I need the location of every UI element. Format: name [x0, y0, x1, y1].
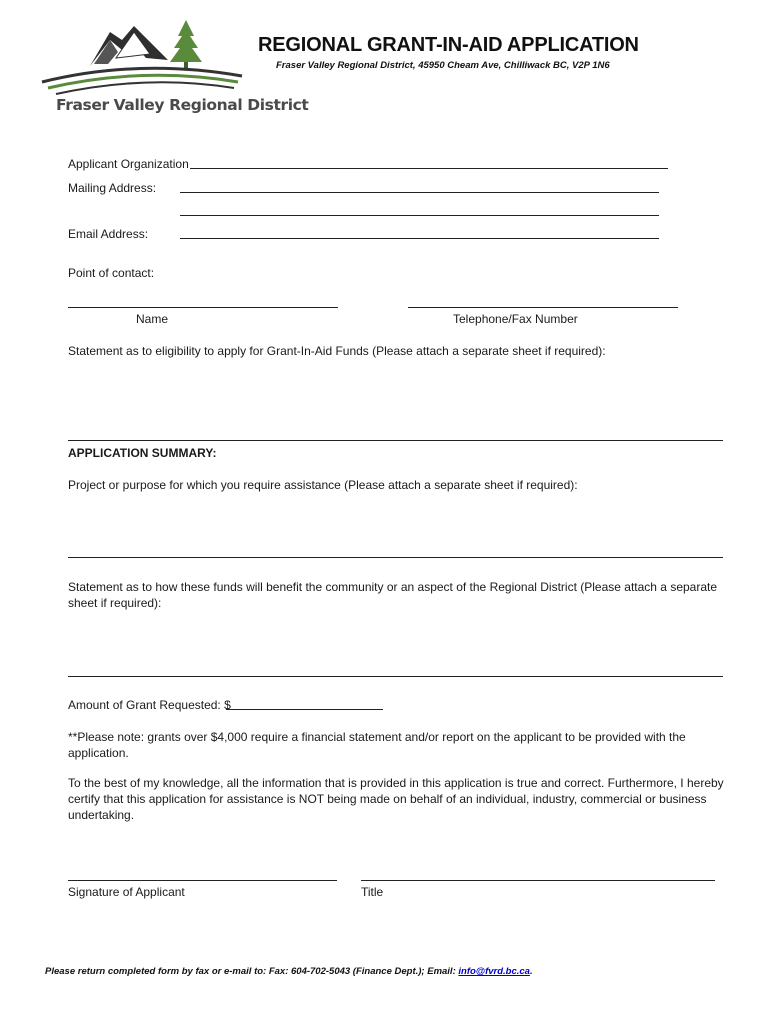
title-field[interactable]: [361, 880, 715, 881]
applicant-org-field[interactable]: [190, 168, 668, 169]
title-label: Title: [361, 885, 384, 899]
applicant-org-label: Applicant Organization: [68, 157, 189, 171]
signature-field[interactable]: [68, 880, 337, 881]
project-purpose-field[interactable]: [68, 557, 723, 558]
eligibility-field[interactable]: [68, 440, 723, 441]
benefit-statement-label: [68, 579, 728, 611]
eligibility-label: Statement as to eligibility to apply for Grant-In-Aid Funds (Please attach a separate sheet if required):: [68, 344, 606, 358]
logo-wordmark: Fraser Valley Regional District: [56, 96, 309, 114]
note-line-1: **Please note: grants over $4,000 require a financial statement and/or report on the applicant to be provided with the: [68, 730, 686, 744]
benefit-statement-field[interactable]: [68, 676, 723, 677]
page-subtitle: Fraser Valley Regional District, 45950 Cheam Ave, Chilliwack BC, V2P 1N6: [276, 60, 610, 71]
footer-email-link[interactable]: info@fvrd.bc.ca: [458, 966, 530, 977]
mailing-address-label: Mailing Address:: [68, 181, 157, 195]
mailing-address-field-1[interactable]: [180, 192, 659, 193]
contact-phone-field[interactable]: [408, 307, 678, 308]
fvrd-logo: [38, 18, 309, 118]
financial-note: [68, 729, 748, 761]
contact-phone-label: Telephone/Fax Number: [453, 312, 578, 326]
note-line-2: application.: [68, 746, 129, 760]
email-address-label: Email Address:: [68, 227, 149, 241]
contact-name-label: Name: [136, 312, 169, 326]
email-address-field[interactable]: [180, 238, 659, 239]
grant-amount-label: Amount of Grant Requested: $: [68, 698, 231, 712]
mountain-logo-icon: [38, 18, 248, 98]
application-summary-heading: APPLICATION SUMMARY:: [68, 446, 217, 460]
cert-line-1: To the best of my knowledge, all the information that is provided in this application is true and correct. Furthermore, I hereby: [68, 776, 724, 790]
cert-line-2: certify that this application for assistance is NOT being made on behalf of an individual, industry, commercial or business: [68, 792, 707, 806]
point-of-contact-label: Point of contact:: [68, 266, 155, 280]
benefit-label-line-2: sheet if required):: [68, 596, 162, 610]
signature-label: Signature of Applicant: [68, 885, 185, 899]
page-title: REGIONAL GRANT-IN-AID APPLICATION: [258, 34, 639, 56]
contact-name-field[interactable]: [68, 307, 338, 308]
cert-line-3: undertaking.: [68, 808, 135, 822]
footer-text: Please return completed form by fax or e-mail to: Fax: 604-702-5043 (Finance Dept.); Email:: [45, 966, 459, 977]
mailing-address-field-2[interactable]: [180, 215, 659, 216]
benefit-label-line-1: Statement as to how these funds will benefit the community or an aspect of the Regional District (Please attach a separate: [68, 580, 718, 594]
footer-instructions: [45, 966, 533, 977]
grant-amount-field[interactable]: [226, 709, 383, 710]
project-purpose-label: Project or purpose for which you require assistance (Please attach a separate sheet if required):: [68, 478, 578, 492]
certification-text: [68, 775, 758, 823]
footer-end: .: [529, 966, 533, 977]
